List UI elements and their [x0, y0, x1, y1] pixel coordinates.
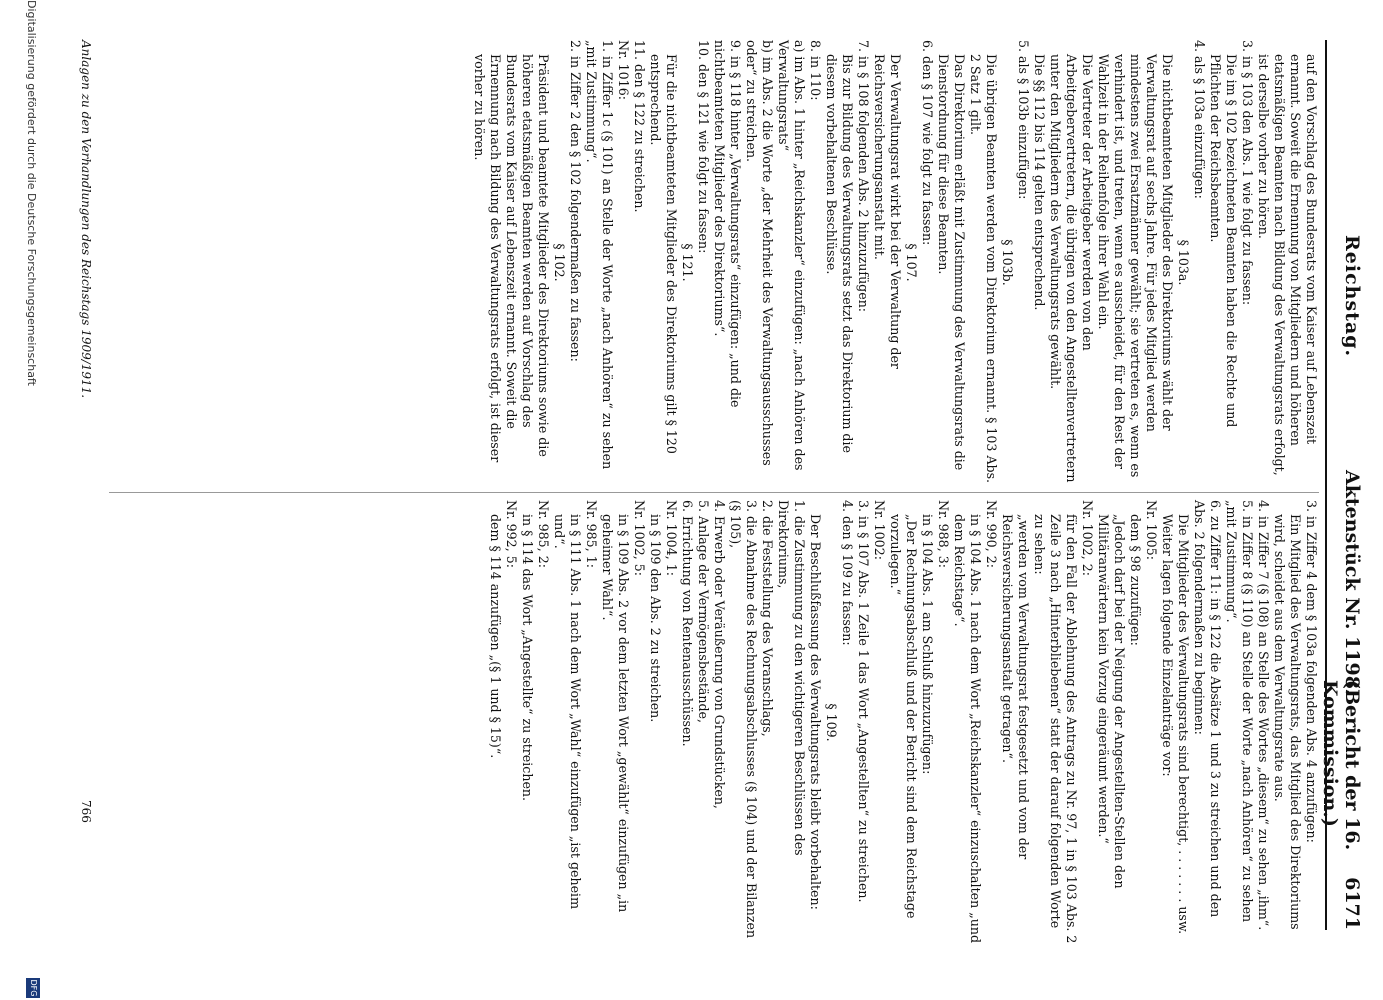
text-paragraph: 7. in § 108 folgenden Abs. 2 hinzuzufügen:	[856, 40, 871, 313]
text-paragraph: 5. Anlage der Vermögensbestände,	[696, 500, 711, 724]
text-paragraph: § 121.	[680, 243, 695, 282]
dfg-logo: DFG	[26, 978, 40, 998]
text-paragraph: Nr. 1002, 2:	[1080, 500, 1095, 576]
text-paragraph: Nr. 1016:	[616, 40, 631, 100]
footer-note: Anlagen zu den Verhandlungen des Reichstags 1909/1911.	[79, 40, 93, 399]
text-paragraph: „Jedoch darf bei der Neigung der Angestellten-Stellen den Militäranwärtern kein Vorzug eingeräumt werden.“	[1096, 514, 1127, 889]
text-paragraph: Die übrigen Beamten werden vom Direktorium ernannt. § 103 Abs. 2 Satz 1 gilt.	[968, 54, 999, 484]
header-right: (Bericht der 16. Kommission.)	[1319, 680, 1363, 851]
text-paragraph: § 109.	[824, 703, 839, 742]
text-paragraph: Ein Mitglied des Verwaltungsrats, das Mitglied des Direktoriums wird, scheidet aus dem Verwaltungsrate aus.	[1272, 514, 1303, 930]
text-paragraph: 10. den § 121 wie folgt zu fassen:	[696, 40, 711, 254]
text-paragraph: Weiter lagen folgende Einzelanträge vor:	[1160, 514, 1175, 777]
text-paragraph: 3. in § 107 Abs. 1 Zeile 1 das Wort „Angestellten“ zu streichen.	[856, 500, 871, 903]
text-paragraph: in § 104 Abs. 1 am Schluß hinzuzufügen:	[920, 514, 935, 775]
text-paragraph: 5. in Ziffer 8 (§ 110) an Stelle der Worte „nach Anhören“ zu sehen „mit Zustimmung“.	[1224, 500, 1255, 923]
text-paragraph: 1. die Zustimmung zu den wichtigeren Beschlüssen des Direktoriums,	[776, 500, 807, 856]
left-column	[119, 40, 1319, 485]
page-number: 6171	[1341, 877, 1363, 930]
text-paragraph: § 103a.	[1176, 239, 1191, 286]
text-paragraph: 6. zu Ziffer 11: in § 122 die Absätze 1 und 3 zu streichen und den Abs. 2 folgendermaßen zu beginnen:	[1192, 500, 1223, 918]
text-paragraph: Nr. 990, 2:	[984, 500, 999, 568]
text-paragraph: Nr. 992, 5:	[504, 500, 519, 568]
text-paragraph: § 102.	[552, 243, 567, 282]
column-divider	[109, 492, 1319, 493]
text-paragraph: Die im § 102 bezeichneten Beamten haben die Rechte und Pflichten der Reichsbeamten.	[1208, 54, 1239, 428]
text-paragraph: 4. Erwerb oder Veräußerung von Grundstücken,	[712, 500, 727, 809]
page-header	[1319, 40, 1375, 930]
text-paragraph: Nr. 985, 2:	[536, 500, 551, 568]
text-paragraph: § 107.	[904, 243, 919, 282]
text-paragraph: „werden vom Verwaltungsrat festgesetzt und vom der Reichsversicherungsanstalt getragen“.	[1000, 514, 1031, 860]
text-paragraph: 1. in Ziffer 1c (§ 101) an Stelle der Worte „nach Anhören“ zu sehen „mit Zustimmung“.	[584, 40, 615, 470]
text-paragraph: in § 109 den Abs. 2 zu streichen.	[648, 514, 663, 723]
right-column	[119, 500, 1319, 945]
text-paragraph: 3. in § 103 den Abs. 1 wie folgt zu fassen:	[1240, 40, 1255, 306]
text-paragraph: Für die nichtbeamteten Mitglieder des Direktoriums gilt § 120 entsprechend.	[648, 54, 679, 454]
text-paragraph: 3. die Abnahme des Rechnungsabschlusses (§ 104) und der Bilanzen (§ 105),	[728, 500, 759, 939]
text-paragraph: in § 104 Abs. 1 nach dem Wort „Reichskanzler“ einzuschalten „und dem Reichstage“.	[952, 514, 983, 944]
text-paragraph: 9. in § 118 hinter „Verwaltungsrats“ einzufügen: „und die nichtbeamteten Mitglieder des Direktoriums“.	[712, 40, 743, 408]
text-paragraph: 3. in Ziffer 4 dem § 103a folgenden Abs. 4 anzufügen:	[1304, 500, 1319, 843]
text-paragraph: in § 111 Abs. 1 nach dem Wort „Wahl“ einzufügen „ist geheim und“.	[552, 514, 583, 910]
text-paragraph: 4. als § 103a einzufügen:	[1192, 40, 1207, 199]
text-paragraph: dem § 114 anzufügen „(§ 1 und § 15)“.	[488, 514, 503, 759]
text-paragraph: 5. als § 103b einzufügen:	[1016, 40, 1031, 200]
text-paragraph: 4. den § 109 zu fassen:	[840, 500, 855, 646]
text-paragraph: 11. den § 122 zu streichen.	[632, 40, 647, 213]
text-paragraph: 2. die Feststellung des Voranschlags,	[760, 500, 775, 737]
text-paragraph: b) im Abs. 2 die Worte „der Mehrheit des Verwaltungsausschusses oder“ zu streichen.	[744, 40, 775, 466]
text-paragraph: § 103b.	[1000, 239, 1015, 286]
header-title: Aktenstück Nr. 1198.	[1341, 470, 1363, 696]
text-paragraph: 4. in Ziffer 7 (§ 108) an Stelle des Wortes „diesem“ zu sehen „ihm“.	[1256, 500, 1271, 931]
text-paragraph: 8. in 110:	[808, 40, 823, 101]
text-paragraph: Nr. 1005:	[1144, 500, 1159, 560]
text-paragraph: a) im Abs. 1 hinter „Reichskanzler“ einzufügen: „nach Anhören des Verwaltungsrats“	[776, 40, 807, 471]
text-paragraph: Der Beschlußfassung des Verwaltungsrats bleibt vorbehalten:	[808, 514, 823, 910]
text-paragraph: Präsident und beamtete Mitglieder des Direktoriums sowie die höheren etatsmäßigen Beamten werden auf Vorschlag des Bundesrats vom Kaiser auf Lebenszeit ernannt. Soweit die Ernennung nach Bildung des Verwaltungsrats erfolgt, ist dieser vorher zu hören.	[472, 54, 551, 463]
text-paragraph: dem § 98 zuzufügen:	[1128, 514, 1143, 646]
text-paragraph: für den Fall der Ablehnung des Antrags zu Nr. 97, 1 in § 103 Abs. 2 Zeile 3 nach „Hinterbliebenen“ statt der darauf folgenden Worte zu sehen:	[1032, 514, 1079, 944]
text-paragraph: 2. in Ziffer 2 den § 102 folgendermaßen zu fassen:	[568, 40, 583, 362]
text-paragraph: in § 109 Abs. 2 vor dem letzten Wort „gewählt“ einzufügen „in geheimer Wahl“.	[600, 514, 631, 913]
text-paragraph: auf den Vorschlag des Bundesrats vom Kaiser auf Lebenszeit ernannt. Soweit die Ernennung von Mitgliedern und höheren etatsmäßigen Beamten nach Bildung des Verwaltungsrats erfolgt, ist derselbe vorher zu hören.	[1256, 54, 1319, 476]
text-paragraph: Nr. 1002:	[872, 500, 887, 560]
text-paragraph: Der Verwaltungsrat wirkt bei der Verwaltung der Reichsversicherungsanstalt mit.	[872, 54, 903, 369]
text-paragraph: Nr. 1004, 1:	[664, 500, 679, 576]
text-paragraph: Die Mitglieder des Verwaltungsrats sind berechtigt, . . . . . . . usw.	[1176, 514, 1191, 935]
text-paragraph: Nr. 985, 1:	[584, 500, 599, 568]
text-paragraph: 6. Errichtung von Rentenausschüssen.	[680, 500, 695, 747]
text-paragraph: Die §§ 112 bis 114 gelten entsprechend.	[1032, 54, 1047, 311]
text-paragraph: Bis zur Bildung des Verwaltungsrats setzt das Direktorium die diesem vorbehaltenen Beschlüsse.	[824, 54, 855, 453]
text-paragraph: Das Direktorium erläßt mit Zustimmung des Verwaltungsrats die Dienstordnung für diese Beamten.	[936, 54, 967, 471]
sheet-number: 766	[79, 800, 93, 823]
header-left: Reichstag.	[1341, 235, 1363, 358]
text-paragraph: Nr. 988, 3:	[936, 500, 951, 568]
text-paragraph: 6. den § 107 wie folgt zu fassen:	[920, 40, 935, 246]
text-paragraph: Die nichtbeamteten Mitglieder des Direktoriums wählt der Verwaltungsrat auf sechs Jahre. Für jedes Mitglied werden mindestens zwei Ersatzmänner gewählt; sie vertreten es, wenn es verhindert ist, und treten, wenn es ausscheidet, für den Rest der Wahlzeit in der Reihenfolge ihrer Wahl ein.	[1096, 54, 1175, 478]
text-paragraph: „Der Rechnungsabschluß und der Bericht sind dem Reichstage vorzulegen.“	[888, 514, 919, 919]
text-paragraph: Nr. 1002, 5:	[632, 500, 647, 576]
text-paragraph: in § 114 das Wort „Angestellte“ zu streichen.	[520, 514, 535, 802]
text-paragraph: Die Vertreter der Arbeitgeber werden von den Arbeitgebervertretern, die übrigen von den Angestelltenvertretern unter den Mitgliedern des Verwaltungsrats gewählt.	[1048, 54, 1095, 483]
digitization-note: Digitalisierung gefördert durch die Deutsche Forschungsgemeinschaft	[25, 0, 38, 386]
